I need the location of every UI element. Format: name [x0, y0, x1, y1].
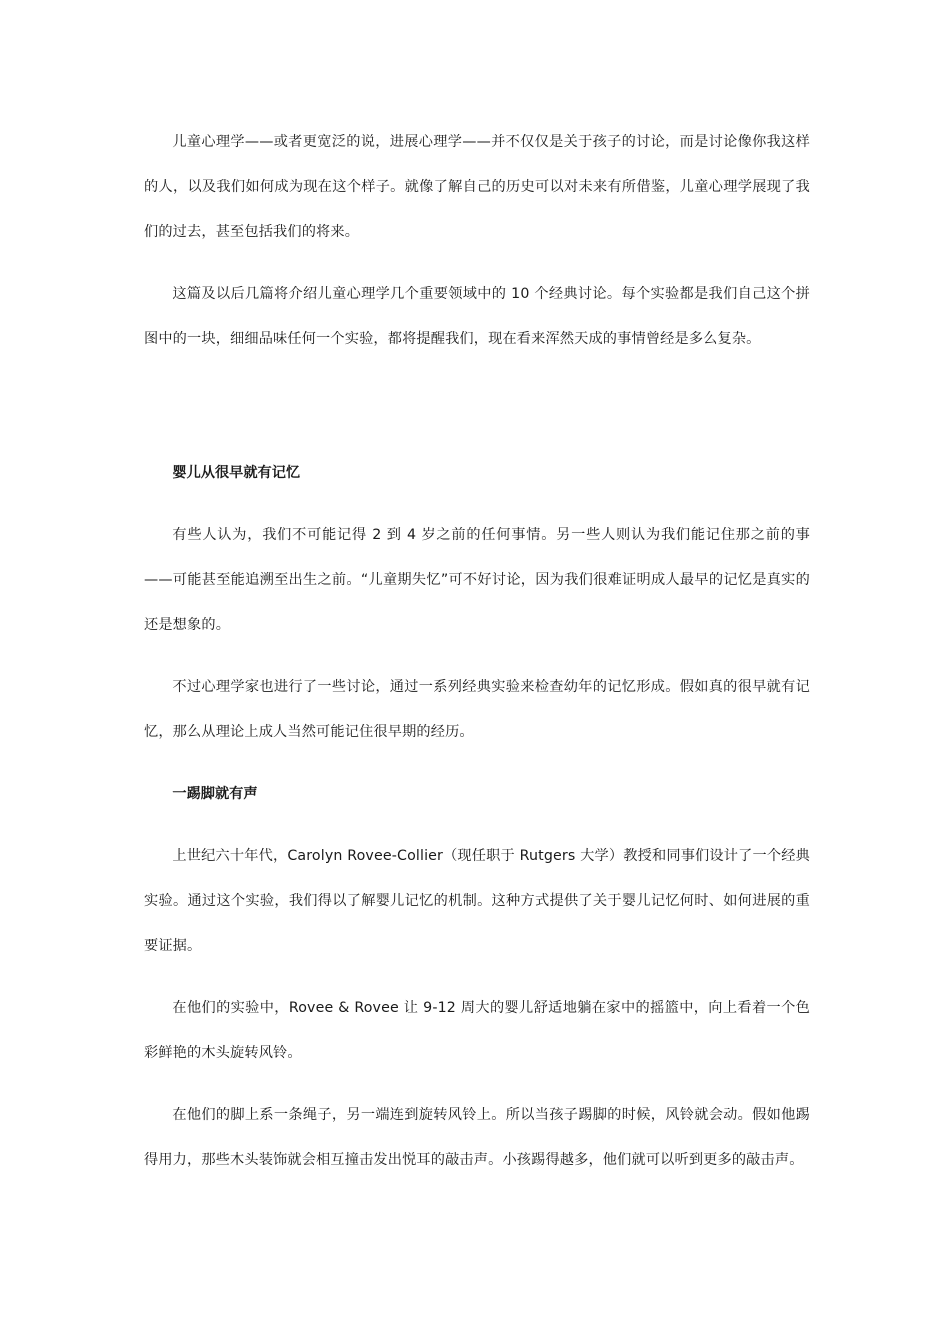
kick-paragraph-2: 在他们的实验中，Rovee & Rovee 让 9-12 周大的婴儿舒适地躺在家中的摇篮中，向上看着一个色彩鲜艳的木头旋转风铃。: [144, 1000, 810, 1061]
kick-paragraph-1: 上世纪六十年代，Carolyn Rovee-Collier（现任职于 Rutgers 大学）教授和同事们设计了一个经典实验。通过这个实验，我们得以了解婴儿记忆的机制。这种方式提供了关于婴儿记忆何时、如何进展的重要证据。: [144, 848, 810, 954]
paragraph-spacer: [144, 648, 810, 665]
memory-paragraph-2: 不过心理学家也进行了一些讨论，通过一系列经典实验来检查幼年的记忆形成。假如真的很早就有记忆，那么从理论上成人当然可能记住很早期的经历。: [144, 679, 810, 740]
memory-paragraph-1: 有些人认为，我们不可能记得 2 到 4 岁之前的任何事情。另一些人则认为我们能记住那之前的事——可能甚至能追溯至出生之前。“儿童期失忆”可不好讨论，因为我们很难证明成人最早的记忆是真实的还是想象的。: [144, 527, 810, 633]
paragraph-spacer: [144, 496, 810, 513]
paragraph-spacer: [144, 969, 810, 986]
kick-paragraph-3: 在他们的脚上系一条绳子，另一端连到旋转风铃上。所以当孩子踢脚的时候，风铃就会动。假如他踢得用力，那些木头装饰就会相互撞击发出悦耳的敲击声。小孩踢得越多，他们就可以听到更多的敲击声。: [144, 1107, 810, 1168]
section-spacer: [144, 362, 810, 451]
intro-paragraph-1: 儿童心理学——或者更宽泛的说，进展心理学——并不仅仅是关于孩子的讨论，而是讨论像你我这样的人，以及我们如何成为现在这个样子。就像了解自己的历史可以对未来有所借鉴，儿童心理学展现了我们的过去，甚至包括我们的将来。: [144, 134, 810, 240]
section-heading-kick: 一踢脚就有声: [172, 786, 258, 802]
paragraph-spacer: [144, 1076, 810, 1093]
paragraph-spacer: [144, 255, 810, 272]
section-heading-memory: 婴儿从很早就有记忆: [172, 465, 301, 481]
paragraph-spacer: [144, 755, 810, 772]
paragraph-spacer: [144, 817, 810, 834]
intro-paragraph-2: 这篇及以后几篇将介绍儿童心理学几个重要领域中的 10 个经典讨论。每个实验都是我们自己这个拼图中的一块，细细品味任何一个实验，都将提醒我们，现在看来浑然天成的事情曾经是多么复杂。: [144, 286, 810, 347]
article-body: [144, 120, 810, 1183]
